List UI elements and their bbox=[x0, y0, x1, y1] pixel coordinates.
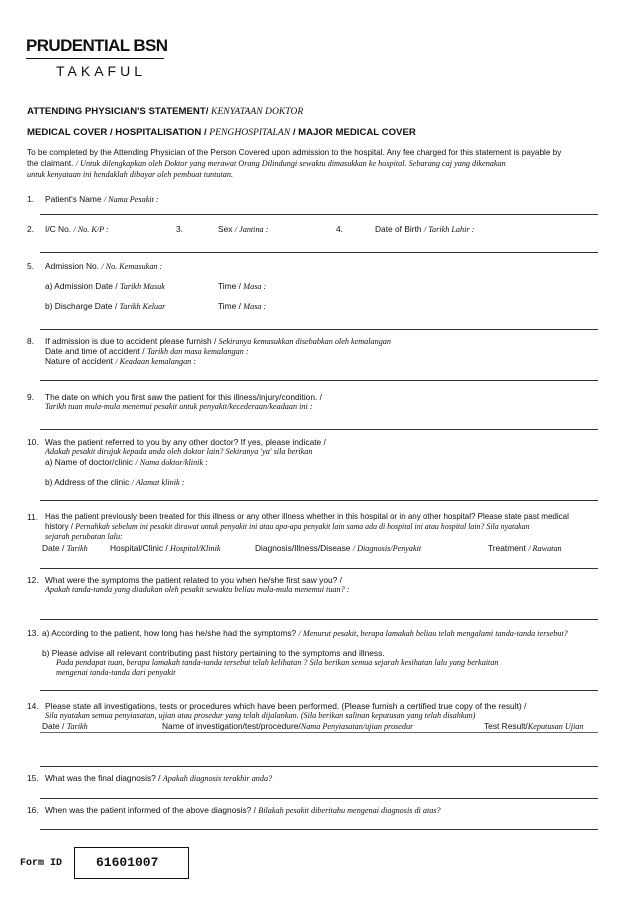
q8-line-1-ms: Sekiranya kemasukkan disebabkan oleh kemalangan bbox=[218, 337, 391, 346]
q1-number: 1. bbox=[27, 194, 34, 204]
q3-label-en: Sex bbox=[218, 224, 233, 234]
q11-col-treatment-en: Treatment bbox=[488, 543, 526, 553]
q5b-time-ms: Masa : bbox=[243, 302, 267, 311]
q16-label bbox=[45, 805, 441, 815]
q14-col-date-ms: Tarikh bbox=[66, 722, 88, 731]
intro-ms-2: / Untuk dilengkapkan oleh Doktor yang merawat Orang Dilindungi sewaktu dimasukkan ke hospital. Sebarang caj yang dikenakan bbox=[75, 159, 506, 168]
q9-answer-line[interactable] bbox=[40, 429, 598, 430]
q13-answer-line[interactable] bbox=[40, 690, 598, 691]
q10-label-ms: Adakah pesakit dirujuk kepada anda oleh doktor lain? Sekiranya 'ya' sila berikan bbox=[45, 447, 313, 456]
q2-label-ms: / No. K/P : bbox=[73, 225, 109, 234]
q10a-label-en: a) Name of doctor/clinic bbox=[45, 457, 133, 467]
q16-number: 16. bbox=[27, 805, 39, 815]
q14-col-result-en: Test Result/ bbox=[484, 721, 528, 731]
q11-line-2 bbox=[45, 522, 530, 531]
q8-line-2 bbox=[45, 346, 249, 356]
q11-col-treatment bbox=[488, 543, 562, 553]
q15-label-en: What was the final diagnosis? / bbox=[45, 773, 161, 783]
q10-answer-line[interactable] bbox=[40, 500, 598, 501]
q5b-label bbox=[45, 301, 165, 311]
q10a-label bbox=[45, 457, 208, 467]
q10-number: 10. bbox=[27, 437, 39, 447]
form-subtitle bbox=[27, 127, 416, 138]
q14-label-en: Please state all investigations, tests or procedures which have been performed. (Please furnish a certified true copy of the result) / bbox=[45, 701, 527, 711]
q5b-time-en: Time / bbox=[218, 301, 241, 311]
q8-line-3-en: Nature of accident bbox=[45, 356, 113, 366]
q14-col-date bbox=[42, 721, 88, 731]
q11-line-2-ms: Pernahkah sebelum ini pesakit dirawat untuk penyakit ini atau apa-apa penyakit lain sama ada di hospital ini atau hospital lain? Sila nyatakan bbox=[75, 522, 530, 531]
form-title bbox=[27, 106, 303, 117]
form-title-ms: KENYATAAN DOKTOR bbox=[211, 106, 304, 117]
q12-label-en: What were the symptoms the patient related to you when he/she first saw you? / bbox=[45, 575, 342, 585]
q14-answer-line[interactable] bbox=[40, 766, 598, 767]
q5b-label-en: b) Discharge Date / bbox=[45, 301, 118, 311]
q10a-label-ms: / Nama doktor/klinik : bbox=[135, 458, 208, 467]
q10b-label-en: b) Address of the clinic bbox=[45, 477, 130, 487]
q11-col-hospital-ms: Hospital/Klinik bbox=[170, 544, 221, 553]
form-id-label: Form ID bbox=[20, 858, 63, 869]
q16-label-ms: Bilakah pesakit diberitahu mengenai diagnosis di atas? bbox=[258, 806, 441, 815]
q13b-label-ms-2: mengenai tanda-tanda dari penyakit bbox=[56, 668, 176, 677]
q12-label-ms: Apakah tanda-tanda yang diadukan oleh pesakit sewaktu beliau mula-mula menemui tuan? : bbox=[45, 585, 350, 594]
company-logo-text: PRUDENTIAL BSN bbox=[26, 36, 168, 55]
q1-label bbox=[45, 194, 159, 204]
q9-number: 9. bbox=[27, 392, 34, 402]
company-logo-subtext: TAKAFUL bbox=[56, 63, 146, 79]
q13a-label-en: a) According to the patient, how long has he/she had the symptoms? bbox=[42, 628, 297, 638]
q13b-label-ms-1: Pada pendapat tuan, berapa lamakah tanda-tanda tersebut telah kelihatan ? Sila berikan semua sejarah kesihatan lalu yang berkaitan bbox=[56, 658, 499, 667]
q11-col-diagnosis-en: Diagnosis/Illness/Disease bbox=[255, 543, 351, 553]
q5-answer-line[interactable] bbox=[40, 329, 598, 330]
q5b-label-ms: Tarikh Keluar bbox=[119, 302, 166, 311]
q15-label bbox=[45, 773, 272, 783]
q5-label bbox=[45, 261, 162, 271]
q5-number: 5. bbox=[27, 261, 34, 271]
q5-label-en: Admission No. bbox=[45, 261, 99, 271]
intro-en-2: the claimant. bbox=[27, 159, 74, 168]
q2-label bbox=[45, 224, 109, 234]
q14-col-result bbox=[484, 721, 584, 731]
q11-col-date bbox=[42, 543, 88, 553]
q3-label-ms: / Jantina : bbox=[234, 225, 269, 234]
q2-q4-answer-line[interactable] bbox=[40, 252, 598, 253]
q14-col-result-ms: Keputusan Ujian bbox=[527, 722, 584, 731]
q13a-label bbox=[42, 628, 568, 638]
q8-line-2-ms: Tarikh dan masa kemalangan : bbox=[146, 347, 249, 356]
q5a-label-en: a) Admission Date / bbox=[45, 281, 118, 291]
q16-label-en: When was the patient informed of the above diagnosis? / bbox=[45, 805, 256, 815]
q11-line-2-en: history / bbox=[45, 522, 74, 531]
q11-col-hospital-en: Hospital/Clinic / bbox=[110, 543, 168, 553]
q8-line-2-en: Date and time of accident / bbox=[45, 346, 145, 356]
q8-line-3 bbox=[45, 356, 196, 366]
intro-line-2 bbox=[27, 159, 506, 168]
q14-label-ms: Sila nyatakan semua penyiasatan, ujian atau prosedur yang telah dijalankan. (Sila berikan salinan keputusan yang telah disahkan) bbox=[45, 711, 476, 720]
q1-label-en: Patient's Name bbox=[45, 194, 102, 204]
intro-line-3: untuk kenyataan ini hendaklah dibayar oleh pembuat tuntutan. bbox=[27, 170, 234, 179]
q4-label bbox=[375, 224, 474, 234]
q9-label-ms: Tarikh tuan mula-mula menemui pesakit untuk penyakit/kecederaan/keadaan ini : bbox=[45, 402, 313, 411]
q11-col-diagnosis bbox=[255, 543, 421, 553]
q11-answer-line[interactable] bbox=[40, 568, 598, 569]
q3-label bbox=[218, 224, 268, 234]
intro-line-1: To be completed by the Attending Physician of the Person Covered upon admission to the hospital. Any fee charged for this statement is payable by bbox=[27, 148, 562, 157]
q8-line-3-ms: / Keadaan kemalangan : bbox=[115, 357, 197, 366]
q8-answer-line[interactable] bbox=[40, 380, 598, 381]
q12-number: 12. bbox=[27, 575, 39, 585]
form-subtitle-ms: PENGHOSPITALAN bbox=[209, 127, 291, 138]
q1-label-ms: / Nama Pesakit : bbox=[103, 195, 159, 204]
q13b-label-en: b) Please advise all relevant contributing past history pertaining to the symptoms and illness. bbox=[42, 648, 385, 658]
q15-number: 15. bbox=[27, 773, 39, 783]
q11-col-date-en: Date / bbox=[42, 543, 65, 553]
q8-line-1-en: If admission is due to accident please furnish / bbox=[45, 336, 217, 346]
q14-col-name-en: Name of investigation/test/procedure/ bbox=[162, 721, 301, 731]
q11-col-diagnosis-ms: / Diagnosis/Penyakit bbox=[352, 544, 422, 553]
form-subtitle-en2: / MAJOR MEDICAL COVER bbox=[292, 127, 416, 138]
q5a-label-ms: Tarikh Masuk bbox=[119, 282, 165, 291]
q10b-label bbox=[45, 477, 184, 487]
q5-label-ms: / No. Kemasukan : bbox=[101, 262, 163, 271]
q16-answer-line[interactable] bbox=[40, 829, 598, 830]
q10-label-en: Was the patient referred to you by any other doctor? If yes, please indicate / bbox=[45, 437, 326, 447]
q14-number: 14. bbox=[27, 701, 39, 711]
q4-label-en: Date of Birth bbox=[375, 224, 422, 234]
q11-line-3: sejarah perubatan lalu: bbox=[45, 532, 123, 541]
q14-col-date-en: Date / bbox=[42, 721, 65, 731]
q5a-time-en: Time / bbox=[218, 281, 241, 291]
q2-number: 2. bbox=[27, 224, 34, 234]
q8-number: 8. bbox=[27, 336, 34, 346]
q5a-time-label bbox=[218, 281, 266, 291]
q13a-label-ms: / Menurut pesakit, berapa lamakah beliau telah mengalami tanda-tanda tersebut? bbox=[298, 629, 568, 638]
q4-label-ms: / Tarikh Lahir : bbox=[423, 225, 475, 234]
q4-number: 4. bbox=[336, 224, 343, 234]
q3-number: 3. bbox=[176, 224, 183, 234]
q14-col-name-ms: Nama Penyiasatan/ujian prosedur bbox=[300, 722, 414, 731]
q10b-label-ms: / Alamat klinik : bbox=[131, 478, 185, 487]
form-subtitle-en1: MEDICAL COVER / HOSPITALISATION / bbox=[27, 127, 207, 138]
q9-label-en: The date on which you first saw the patient for this illness/injury/condition. / bbox=[45, 392, 322, 402]
q14-col-name bbox=[162, 721, 413, 731]
q11-col-treatment-ms: / Rawatan bbox=[528, 544, 562, 553]
q1-answer-line[interactable] bbox=[40, 214, 598, 215]
q11-number: 11. bbox=[27, 512, 39, 522]
logo-divider bbox=[26, 58, 164, 59]
q14-header-underline bbox=[40, 732, 598, 733]
q2-label-en: I/C No. bbox=[45, 224, 72, 234]
q5a-time-ms: Masa : bbox=[243, 282, 267, 291]
q12-answer-line[interactable] bbox=[40, 619, 598, 620]
q11-col-hospital bbox=[110, 543, 221, 553]
q13-number: 13. bbox=[27, 628, 39, 638]
form-id-box bbox=[74, 847, 189, 879]
q15-label-ms: Apakah diagnosis terakhir anda? bbox=[162, 774, 273, 783]
q8-line-1 bbox=[45, 336, 391, 346]
form-id-value: 61601007 bbox=[96, 855, 159, 870]
q11-col-date-ms: Tarikh bbox=[66, 544, 88, 553]
q11-line-1: Has the patient previously been treated for this illness or any other illness whether in this hospital or in any other hospital? Please state past medical bbox=[45, 512, 569, 521]
q5a-label bbox=[45, 281, 165, 291]
q5b-time-label bbox=[218, 301, 266, 311]
form-title-en: ATTENDING PHYSICIAN'S STATEMENT/ bbox=[27, 106, 209, 117]
q15-answer-line[interactable] bbox=[40, 798, 598, 799]
